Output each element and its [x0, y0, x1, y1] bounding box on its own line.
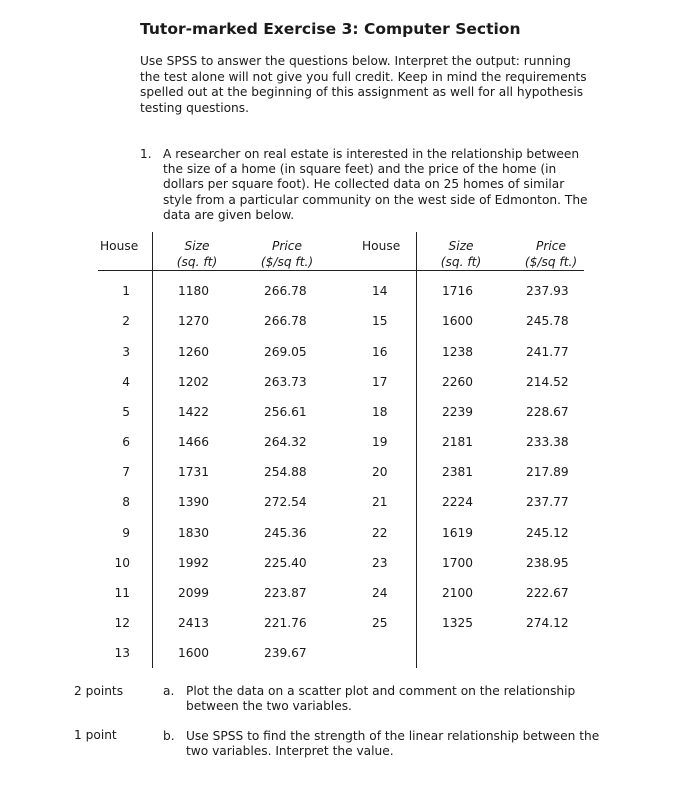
table-cell-size: 1325: [442, 616, 474, 630]
header-price-unit: ($/sq ft.): [260, 255, 314, 269]
table-cell-size: 1390: [178, 495, 210, 509]
table-cell-price: 241.77: [526, 345, 569, 359]
table-cell-price: 263.73: [264, 375, 307, 389]
table-cell-size: 2239: [442, 405, 474, 419]
header-price-label: Price: [272, 239, 302, 253]
table-cell-price: 233.38: [526, 435, 569, 449]
table-cell-size: 2224: [442, 495, 474, 509]
page-title: Tutor-marked Exercise 3: Computer Section: [140, 20, 521, 38]
table-cell-house: 21: [372, 495, 388, 509]
table-cell-house: 15: [372, 314, 388, 328]
table-cell-house: 23: [372, 556, 388, 570]
table-cell-size: 1422: [178, 405, 210, 419]
table-cell-house: 18: [372, 405, 388, 419]
points-label-a: 2 points: [74, 684, 124, 698]
table-header-rule: [98, 270, 584, 271]
table-cell-size: 1731: [178, 465, 210, 479]
table-cell-price: 238.95: [526, 556, 569, 570]
table-cell-size: 1202: [178, 375, 210, 389]
header-price-right: [512, 238, 590, 270]
header-size-left: [170, 238, 224, 270]
header-house-left: House: [100, 239, 139, 253]
table-cell-price: 225.40: [264, 556, 307, 570]
table-cell-house: 9: [122, 526, 130, 540]
table-cell-size: 2181: [442, 435, 474, 449]
table-cell-size: 2099: [178, 586, 210, 600]
question-text: A researcher on real estate is interested in the relationship between the size of a home (in square feet) and the price of the home (in dollars per square foot). He collected data on 25 homes of similar style from a particular community on the west side of Edmonton. The data are given below.: [163, 147, 588, 222]
table-cell-price: 256.61: [264, 405, 307, 419]
points-label-b: 1 point: [74, 728, 117, 742]
table-cell-price: 269.05: [264, 345, 307, 359]
table-cell-size: 1600: [178, 646, 210, 660]
table-cell-size: 2260: [442, 375, 474, 389]
header-size-label: Size: [448, 239, 474, 253]
part-text: Plot the data on a scatter plot and comment on the relationship between the two variables.: [186, 684, 576, 714]
table-cell-house: 8: [122, 495, 130, 509]
table-cell-price: 245.78: [526, 314, 569, 328]
table-cell-house: 6: [122, 435, 130, 449]
table-cell-house: 22: [372, 526, 388, 540]
table-cell-price: 223.87: [264, 586, 307, 600]
intro-paragraph: Use SPSS to answer the questions below. Interpret the output: running the test alone will not give you full credit. Keep in mind the requirements spelled out at the beginning of this assignment as well for all hypothesis testing questions.: [140, 54, 587, 115]
table-cell-price: 245.12: [526, 526, 569, 540]
header-price-left: [252, 238, 322, 270]
table-cell-price: 272.54: [264, 495, 307, 509]
table-cell-price: 266.78: [264, 314, 307, 328]
header-price-unit: ($/sq ft.): [524, 255, 578, 269]
table-cell-house: 24: [372, 586, 388, 600]
header-house-right: House: [362, 239, 401, 253]
table-cell-house: 20: [372, 465, 388, 479]
table-cell-house: 12: [114, 616, 130, 630]
table-cell-price: 239.67: [264, 646, 307, 660]
table-cell-price: 214.52: [526, 375, 569, 389]
table-divider-left: [152, 232, 153, 668]
table-cell-price: 254.88: [264, 465, 307, 479]
table-cell-house: 11: [114, 586, 130, 600]
part-label: b.: [163, 729, 175, 743]
table-cell-house: 19: [372, 435, 388, 449]
table-cell-price: 228.67: [526, 405, 569, 419]
table-cell-house: 17: [372, 375, 388, 389]
table-cell-size: 1600: [442, 314, 474, 328]
question-number: 1.: [140, 147, 152, 161]
part-label: a.: [163, 684, 175, 698]
table-cell-house: 10: [114, 556, 130, 570]
header-size-unit: (sq. ft): [176, 255, 218, 269]
table-cell-price: 222.67: [526, 586, 569, 600]
table-cell-size: 2413: [178, 616, 210, 630]
table-cell-house: 5: [122, 405, 130, 419]
table-cell-house: 7: [122, 465, 130, 479]
table-cell-price: 274.12: [526, 616, 569, 630]
header-size-label: Size: [184, 239, 210, 253]
table-cell-size: 1716: [442, 284, 474, 298]
table-cell-house: 25: [372, 616, 388, 630]
part-text: Use SPSS to find the strength of the linear relationship between the two variables. Interpret the value.: [186, 729, 600, 759]
table-cell-size: 1830: [178, 526, 210, 540]
table-cell-price: 237.93: [526, 284, 569, 298]
table-cell-house: 1: [122, 284, 130, 298]
table-cell-size: 2100: [442, 586, 474, 600]
table-cell-house: 3: [122, 345, 130, 359]
header-price-label: Price: [536, 239, 566, 253]
header-size-right: [434, 238, 488, 270]
table-cell-size: 1238: [442, 345, 474, 359]
table-cell-size: 1619: [442, 526, 474, 540]
table-cell-house: 2: [122, 314, 130, 328]
table-cell-house: 13: [114, 646, 130, 660]
table-cell-size: 1260: [178, 345, 210, 359]
table-divider-middle: [416, 232, 417, 668]
table-cell-price: 237.77: [526, 495, 569, 509]
table-cell-size: 2381: [442, 465, 474, 479]
table-cell-price: 221.76: [264, 616, 307, 630]
table-cell-price: 266.78: [264, 284, 307, 298]
table-cell-size: 1270: [178, 314, 210, 328]
table-cell-size: 1180: [178, 284, 210, 298]
table-cell-size: 1700: [442, 556, 474, 570]
table-cell-house: 4: [122, 375, 130, 389]
table-cell-price: 245.36: [264, 526, 307, 540]
table-cell-house: 14: [372, 284, 388, 298]
table-cell-house: 16: [372, 345, 388, 359]
table-cell-price: 217.89: [526, 465, 569, 479]
table-cell-size: 1466: [178, 435, 210, 449]
table-cell-size: 1992: [178, 556, 210, 570]
table-cell-price: 264.32: [264, 435, 307, 449]
header-size-unit: (sq. ft): [440, 255, 482, 269]
